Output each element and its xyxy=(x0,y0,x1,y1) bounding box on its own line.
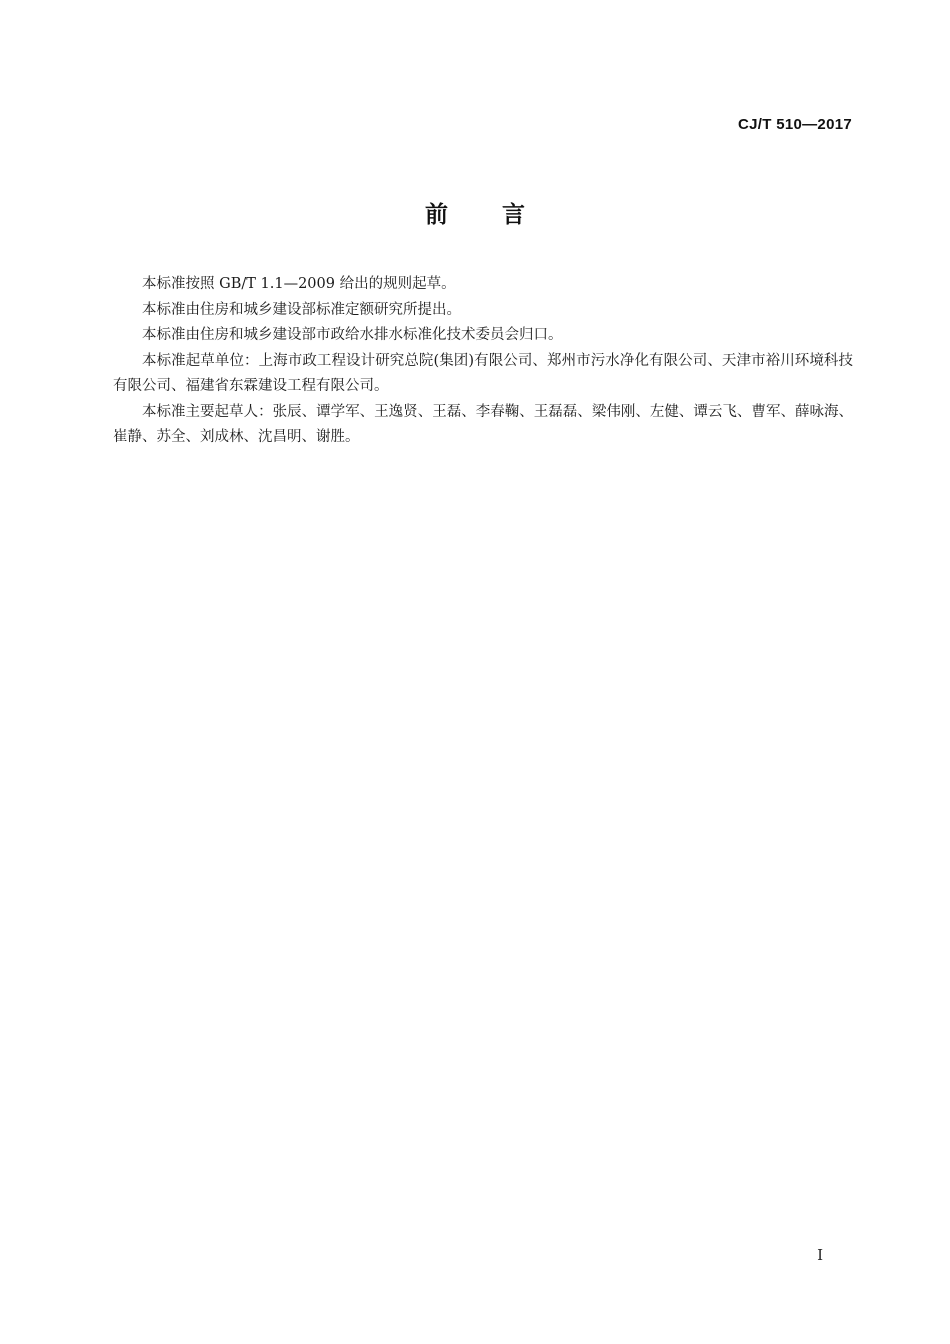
paragraph-proposer: 本标准由住房和城乡建设部标准定额研究所提出。 xyxy=(142,301,461,318)
standard-code: CJ/T 510—2017 xyxy=(738,116,852,133)
paragraph-centralized-unit: 本标准由住房和城乡建设部市政给水排水标准化技术委员会归口。 xyxy=(142,327,563,343)
page-number: I xyxy=(817,1246,823,1264)
foreword-body xyxy=(113,272,853,451)
paragraph-drafting-rules: 本标准按照 GB/T 1.1—2009 给出的规则起草。 xyxy=(142,276,456,292)
section-title: 前言 xyxy=(425,202,579,228)
paragraph-drafting-units: 本标准起草单位：上海市政工程设计研究总院(集团)有限公司、郑州市污水净化有限公司、天津市裕川环境科技有限公司、福建省东霖建设工程有限公司。 xyxy=(113,352,853,394)
paragraph-drafters: 本标准主要起草人：张辰、谭学军、王逸贤、王磊、李春鞠、王磊磊、梁伟刚、左健、谭云飞、曹军、薛咏海、崔静、苏全、刘成林、沈昌明、谢胜。 xyxy=(113,403,853,445)
